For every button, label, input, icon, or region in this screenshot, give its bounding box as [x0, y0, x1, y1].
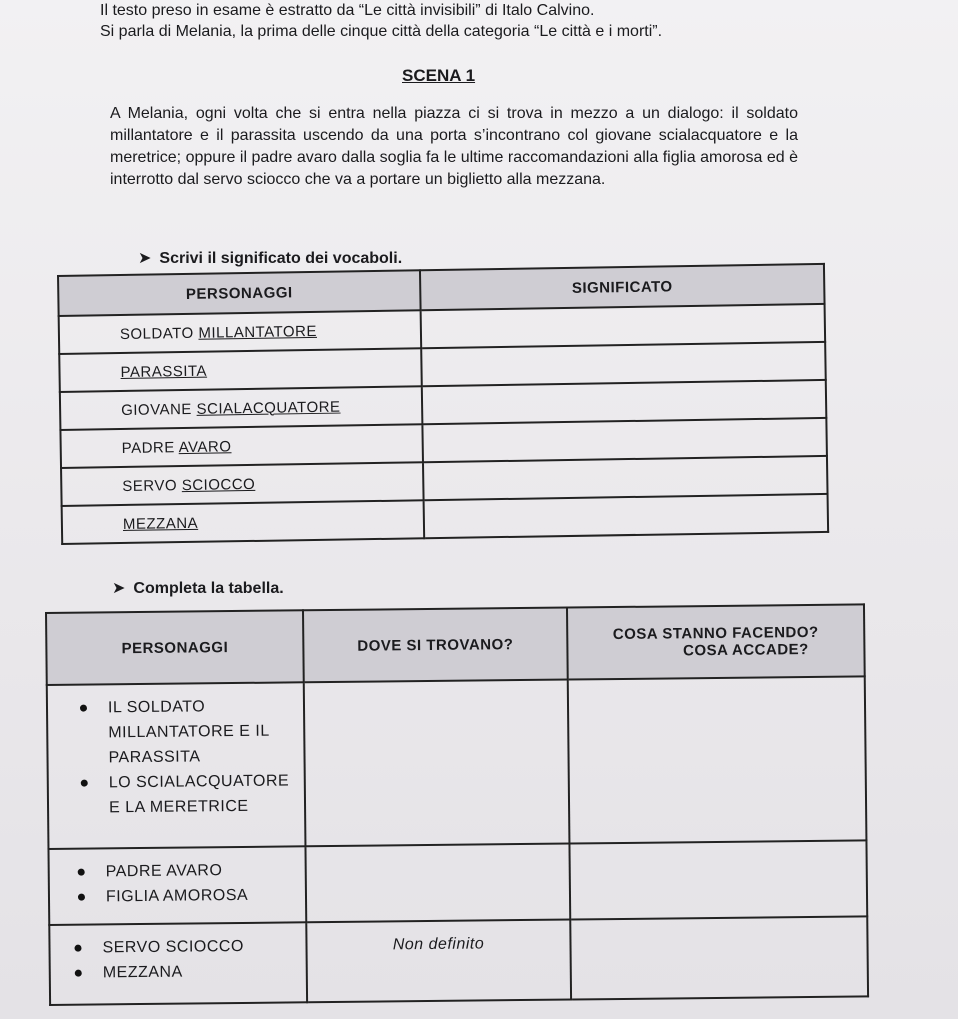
vocab-meaning-cell[interactable] — [422, 380, 827, 424]
list-item: LO SCIALACQUATORE E LA MERETRICE — [109, 768, 305, 820]
where-cell[interactable] — [305, 844, 570, 923]
vocab-term — [61, 462, 424, 506]
arrow-bullet-icon: ➤ — [112, 580, 126, 597]
vocab-meaning-cell[interactable] — [423, 456, 828, 500]
vocab-instruction — [138, 248, 402, 268]
table-row — [49, 916, 868, 1005]
vocab-term — [62, 500, 425, 544]
vocab-table — [57, 263, 829, 545]
list-item: IL SOLDATO MILLANTATORE E IL PARASSITA — [108, 693, 304, 770]
list-item: FIGLIA AMOROSA — [106, 882, 305, 909]
term-word: GIOVANE — [120, 400, 197, 419]
complete-instruction-text: Completa la tabella. — [133, 580, 284, 597]
term-word: SERVO — [122, 476, 182, 495]
term-underlined: MEZZANA — [122, 514, 199, 533]
vocab-term — [60, 424, 423, 468]
character-list — [50, 933, 306, 986]
list-item: MEZZANA — [103, 958, 306, 985]
intro-line-1: Il testo preso in esame è estratto da “Le città invisibili” di Italo Calvino. — [100, 2, 595, 19]
where-cell[interactable] — [304, 680, 570, 847]
what-cell[interactable] — [568, 676, 867, 843]
table-row — [48, 840, 867, 925]
vocab-meaning-cell[interactable] — [424, 494, 829, 538]
term-underlined: MILLANTATORE — [198, 322, 318, 342]
complete-instruction — [112, 578, 284, 598]
where-cell[interactable]: Non definito — [306, 920, 571, 1003]
vocab-term — [60, 386, 423, 430]
arrow-bullet-icon: ➤ — [138, 250, 152, 267]
character-list — [50, 857, 306, 910]
what-cell[interactable] — [569, 840, 867, 919]
characters-cell — [48, 846, 306, 925]
vocab-term — [59, 310, 422, 354]
vocab-meaning-cell[interactable] — [421, 342, 826, 386]
complete-header-personaggi: PERSONAGGI — [46, 610, 304, 685]
intro-line-2: Si parla di Melania, la prima delle cinque città della categoria “Le città e i morti”. — [100, 23, 663, 40]
vocab-header-personaggi: PERSONAGGI — [58, 270, 421, 316]
term-word: SOLDATO — [119, 324, 199, 343]
list-item: PADRE AVARO — [106, 857, 305, 884]
vocab-term — [59, 348, 422, 392]
table-row — [47, 676, 867, 849]
intro — [100, 0, 662, 42]
scene-title: SCENA 1 — [402, 66, 476, 85]
list-item: SERVO SCIOCCO — [102, 933, 305, 960]
term-underlined: PARASSITA — [120, 362, 208, 381]
vocab-header-significato: SIGNIFICATO — [420, 264, 825, 310]
scene-text: A Melania, ogni volta che si entra nella piazza ci si trova in mezzo a un dialogo: il soldato millantatore e il parassita uscendo da una porta s’incontrano col giovane scialacquatore e la meretrice; oppure il padre avaro dalla soglia fa le ultime raccomandazioni alla figlia amorosa ed è interrotto dal servo sciocco che va a portare un biglietto alla mezzana. — [110, 105, 798, 188]
complete-header-row — [46, 604, 865, 685]
complete-header-cosa-line2: COSA ACCADE? — [682, 641, 809, 660]
vocab-meaning-cell[interactable] — [421, 304, 826, 348]
term-underlined: SCIALACQUATORE — [196, 398, 341, 418]
complete-header-dove: DOVE SI TROVANO? — [303, 608, 568, 683]
term-word: PADRE — [121, 438, 179, 457]
vocab-meaning-cell[interactable] — [422, 418, 827, 462]
term-underlined: SCIOCCO — [181, 475, 256, 494]
characters-cell — [47, 682, 306, 849]
vocab-instruction-text: Scrivi il significato dei vocaboli. — [159, 250, 403, 267]
character-list — [48, 693, 304, 821]
term-underlined: AVARO — [178, 437, 232, 456]
what-cell[interactable] — [570, 916, 868, 999]
complete-table — [45, 603, 869, 1006]
complete-header-cosa-line1: COSA STANNO FACENDO? — [612, 623, 819, 644]
characters-cell — [49, 922, 307, 1005]
complete-header-cosa — [567, 604, 865, 679]
